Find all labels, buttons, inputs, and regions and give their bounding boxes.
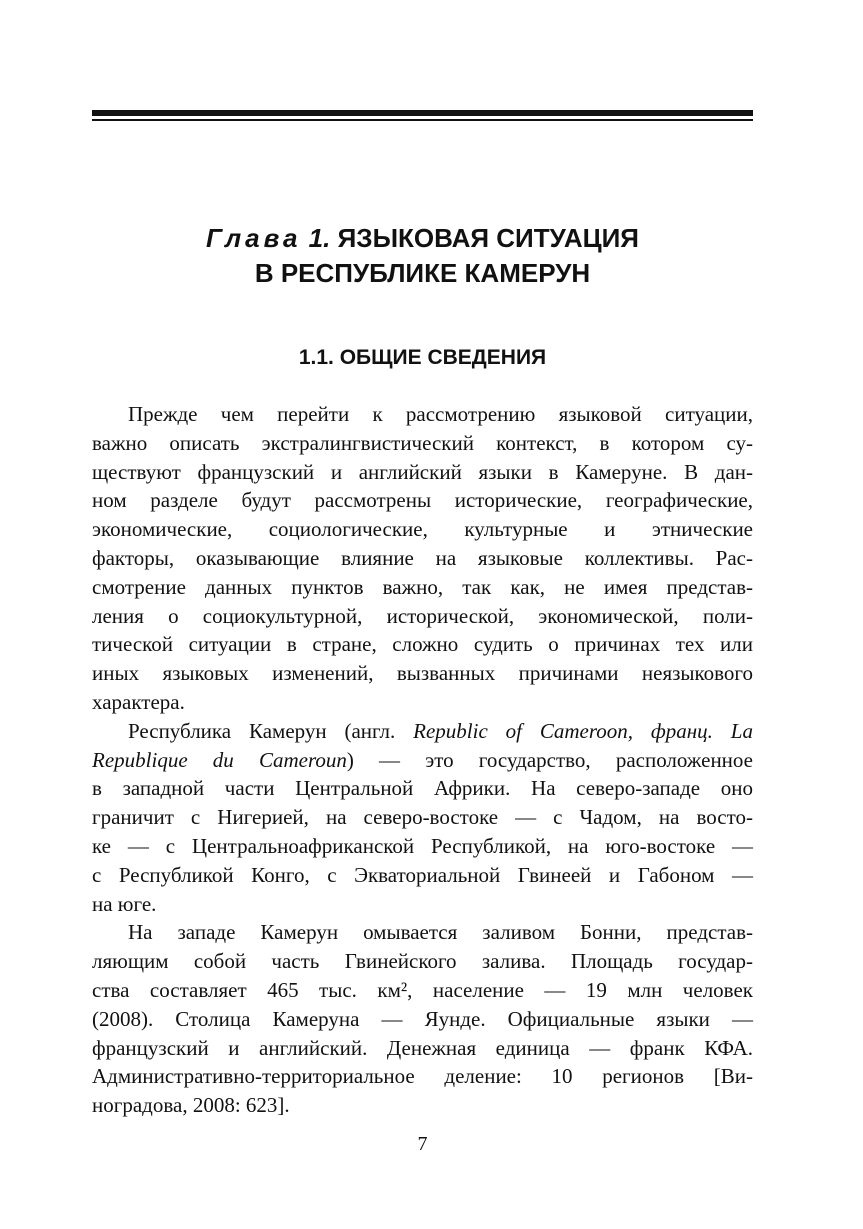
chapter-title-line-2: В РЕСПУБЛИКЕ КАМЕРУН: [254, 258, 591, 288]
italic-text-run: Republic of Cameroon, франц. La: [413, 718, 753, 743]
text-line: факторы, оказывающие влияние на языковые коллективы. Рас-: [92, 545, 753, 570]
text-line: граничит с Нигерией, на северо-востоке — с Чадом, на восто-: [92, 805, 753, 830]
text-line: [92, 746, 753, 775]
chapter-heading: [92, 221, 753, 291]
text-line: Прежде чем перейти к рассмотрению языковой ситуации,: [128, 402, 753, 426]
page-number: 7: [417, 1133, 428, 1155]
text-line: в западной части Центральной Африки. На северо-западе оно: [92, 776, 753, 801]
text-run: Республика Камерун (англ.: [128, 718, 414, 743]
text-line: характера.: [92, 689, 185, 714]
chapter-heading-line-1: [92, 221, 753, 256]
header-rule-thin: [92, 119, 753, 121]
paragraph-1: [92, 400, 753, 717]
chapter-title-line-1: ЯЗЫКОВАЯ СИТУАЦИЯ: [337, 223, 639, 253]
paragraph-2: [92, 717, 753, 919]
body-text: [92, 400, 753, 1120]
text-line: ноградова, 2008: 623].: [92, 1093, 290, 1118]
text-line: тической ситуации в стране, сложно судить о причинах тех или: [92, 632, 753, 657]
text-line: (2008). Столица Камеруна — Яунде. Официальные языки —: [92, 1006, 753, 1031]
text-line: ляющим собой часть Гвинейского залива. Площадь государ-: [92, 949, 753, 974]
text-line: На западе Камерун омывается заливом Бонни, представ-: [128, 920, 753, 945]
chapter-number: 1.: [308, 223, 331, 253]
text-line: Административно-территориальное деление: 10 регионов [Ви-: [92, 1064, 753, 1089]
text-line: важно описать экстралингвистический контекст, в котором су-: [92, 430, 753, 455]
chapter-label: Глава: [206, 223, 302, 253]
text-line: ществуют французский и английский языки в Камеруне. В дан-: [92, 459, 753, 484]
text-line: экономические, социологические, культурные и этнические: [92, 517, 753, 542]
text-line: [92, 717, 753, 746]
text-line: ном разделе будут рассмотрены исторические, географические,: [92, 488, 753, 513]
text-line: ке — с Центральноафриканской Республикой, на юго-востоке —: [92, 833, 753, 858]
italic-text-run: Republique du Cameroun: [92, 747, 347, 772]
text-line: ления о социокультурной, исторической, экономической, поли-: [92, 603, 753, 628]
text-line: на юге.: [92, 891, 157, 916]
text-line: ства составляет 465 тыс. км², население — 19 млн человек: [92, 977, 753, 1002]
text-run: ) — это государство, расположенное: [346, 747, 753, 772]
text-line: иных языковых изменений, вызванных причинами неязыкового: [92, 661, 753, 686]
section-heading: 1.1. ОБЩИЕ СВЕДЕНИЯ: [298, 346, 547, 369]
text-line: смотрение данных пунктов важно, так как, не имея представ-: [92, 574, 753, 599]
paragraph-3: [92, 918, 753, 1120]
text-line: французский и английский. Денежная единица — франк КФА.: [92, 1035, 753, 1060]
header-rule-thick: [92, 110, 753, 116]
text-line: с Республикой Конго, с Экваториальной Гвинеей и Габоном —: [92, 862, 753, 887]
